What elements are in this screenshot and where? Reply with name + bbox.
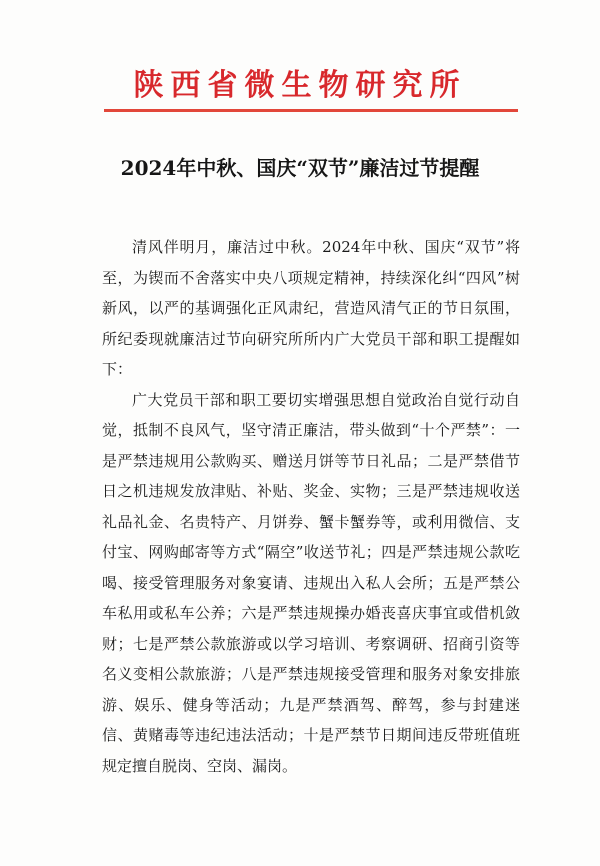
document-body	[102, 232, 520, 781]
letterhead-organization-name: 陕西省微生物研究所	[133, 68, 467, 103]
paragraph-intro: 清风伴明月，廉洁过中秋。2024年中秋、国庆“双节”将至，为锲而不舍落实中央八项规定精神，持续深化纠“四风”树新风，以严的基调强化正风肃纪，营造风清气正的节日氛围，所纪委现就廉洁过节向研究所所内广大党员干部和职工提醒如下：	[102, 238, 520, 378]
letterhead-red-rule	[104, 109, 518, 112]
paragraph-ten-prohibitions: 广大党员干部和职工要切实增强思想自觉政治自觉行动自觉，抵制不良风气，坚守清正廉洁，带头做到“十个严禁”：一是严禁违规用公款购买、赠送月饼等节日礼品；二是严禁借节日之机违规发放津贴、补贴、奖金、实物；三是严禁违规收送礼品礼金、名贵特产、月饼券、蟹卡蟹券等，或利用微信、支付宝、网购邮寄等方式“隔空”收送节礼；四是严禁违规公款吃喝、接受管理服务对象宴请、违规出入私人会所；五是严禁公车私用或私车公养；六是严禁违规操办婚丧喜庆事宜或借机敛财；七是严禁公款旅游或以学习培训、考察调研、招商引资等名义变相公款旅游；八是严禁违规接受管理和服务对象安排旅游、娱乐、健身等活动；九是严禁酒驾、醉驾，参与封建迷信、黄赌毒等违纪违法活动；十是严禁节日期间违反带班值班规定擅自脱岗、空岗、漏岗。	[102, 390, 520, 775]
document-title: 2024年中秋、国庆“双节”廉洁过节提醒	[120, 156, 480, 180]
